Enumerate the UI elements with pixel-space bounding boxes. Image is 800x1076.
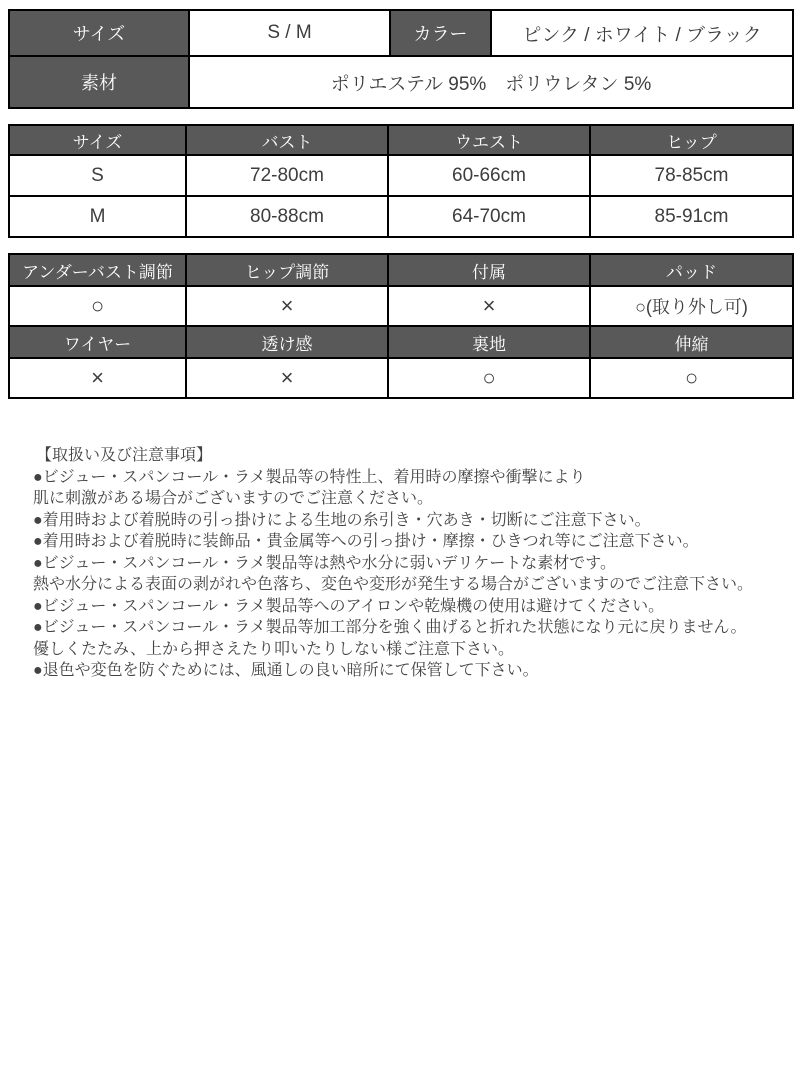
care-note-line: ●ビジュー・スパンコール・ラメ製品等加工部分を強く曲げると折れた状態になり元に戻りません。 [33, 619, 747, 636]
size-chart-table [8, 124, 794, 238]
cell-size-m: M [9, 196, 186, 237]
cell-wire: × [9, 358, 186, 398]
product-spec-page [0, 9, 800, 1076]
care-note-line: 優しくたたみ、上から押さえたり叩いたりしない様ご注意下さい。 [33, 640, 514, 658]
material-label-cell: 素材 [9, 56, 189, 108]
features-header-row-1 [9, 254, 793, 286]
header-cell-stretch: 伸縮 [590, 326, 793, 358]
cell-pad: ○(取り外し可) [590, 286, 793, 326]
cell-waist-m: 64-70cm [388, 196, 590, 237]
care-note-line: ●ビジュー・スパンコール・ラメ製品等の特性上、着用時の摩擦や衝撃により [33, 468, 586, 486]
header-cell-bust: バスト [186, 125, 388, 155]
size-value-cell: S / M [189, 10, 390, 56]
cell-hip-s: 78-85cm [590, 155, 793, 196]
header-cell-pad: パッド [590, 254, 793, 286]
header-cell-waist: ウエスト [388, 125, 590, 155]
care-note-line: ●ビジュー・スパンコール・ラメ製品等へのアイロンや乾燥機の使用は避けてください。 [33, 597, 665, 615]
cell-stretch: ○ [590, 358, 793, 398]
care-note-line: ●着用時および着脱時の引っ掛けによる生地の糸引き・穴あき・切断にご注意下さい。 [33, 511, 651, 529]
features-value-row-2 [9, 358, 793, 398]
header-cell-sheerness: 透け感 [186, 326, 388, 358]
header-cell-hip: ヒップ [590, 125, 793, 155]
care-note-line: 肌に刺激がある場合がございますのでご注意ください。 [33, 490, 434, 507]
size-chart-row-s [9, 155, 793, 196]
size-label-cell: サイズ [9, 10, 189, 56]
features-value-row-1 [9, 286, 793, 326]
cell-hip-adjust: × [186, 286, 388, 326]
product-summary-table [8, 9, 794, 109]
care-note-line: ●退色や変色を防ぐためには、風通しの良い暗所にて保管して下さい。 [33, 662, 539, 679]
header-cell-accessory: 付属 [388, 254, 590, 286]
care-notes-title: 【取扱い及び注意事項】 [36, 447, 213, 464]
cell-size-s: S [9, 155, 186, 196]
header-cell-size: サイズ [9, 125, 186, 155]
cell-waist-s: 60-66cm [388, 155, 590, 196]
header-cell-wire: ワイヤー [9, 326, 186, 358]
features-header-row-2 [9, 326, 793, 358]
size-chart-row-m [9, 196, 793, 237]
care-note-line: ●着用時および着脱時に装飾品・貴金属等への引っ掛け・摩擦・ひきつれ等にご注意下さい。 [33, 533, 699, 550]
cell-sheerness: × [186, 358, 388, 398]
header-cell-underbust-adjust: アンダーバスト調節 [9, 254, 186, 286]
care-note-line: 熱や水分による表面の剥がれや色落ち、変色や変形が発生する場合がございますのでご注意下さい。 [33, 576, 754, 593]
cell-bust-s: 72-80cm [186, 155, 388, 196]
material-value-cell: ポリエステル 95% ポリウレタン 5% [189, 56, 793, 108]
care-notes [33, 445, 800, 682]
care-note-line: ●ビジュー・スパンコール・ラメ製品等は熱や水分に弱いデリケートな素材です。 [33, 554, 616, 572]
cell-bust-m: 80-88cm [186, 196, 388, 237]
cell-lining: ○ [388, 358, 590, 398]
summary-row-material [9, 56, 793, 108]
summary-row-size-color [9, 10, 793, 56]
header-cell-lining: 裏地 [388, 326, 590, 358]
size-chart-header-row [9, 125, 793, 155]
header-cell-hip-adjust: ヒップ調節 [186, 254, 388, 286]
cell-underbust-adjust: ○ [9, 286, 186, 326]
color-value-cell: ピンク / ホワイト / ブラック [491, 10, 793, 56]
cell-hip-m: 85-91cm [590, 196, 793, 237]
color-label-cell: カラー [390, 10, 491, 56]
cell-accessory: × [388, 286, 590, 326]
features-table [8, 253, 794, 399]
